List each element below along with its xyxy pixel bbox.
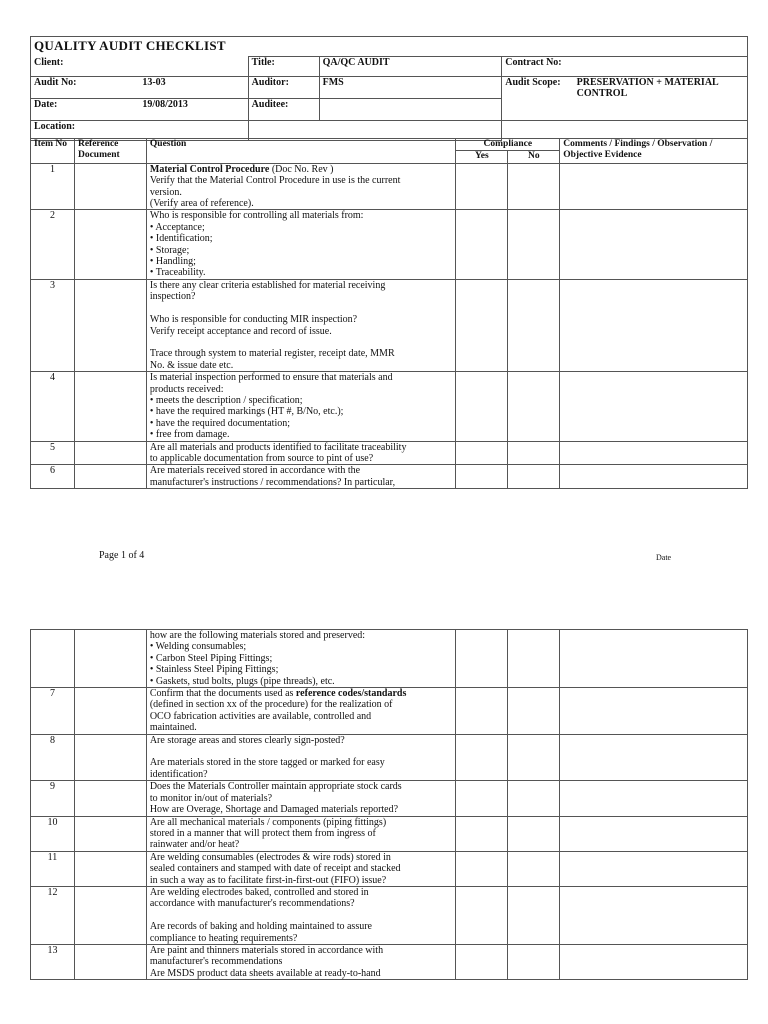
yes-cell [456,781,508,816]
contract-label: Contract No: [502,57,748,77]
question-line: • Welding consumables; [149,641,247,653]
question-line: • Carbon Steel Piping Fittings; [149,652,273,664]
question-line: No. & issue date etc. [149,359,234,371]
col-comments: Comments / Findings / Observation / Objective Evidence [560,139,748,164]
question-text [146,734,456,781]
comments-cell [560,630,748,688]
comments-cell [560,781,748,816]
audit-scope-label: Audit Scope: [502,77,574,121]
question-line: Are welding consumables (electrodes & wire rods) stored in [149,851,391,863]
question-line: sealed containers and stamped with date of receipt and stacked [149,863,401,875]
yes-cell [456,372,508,441]
comments-cell [560,944,748,979]
item-number: 12 [31,886,75,944]
footer-date-label: Date [656,553,672,562]
ref-cell [74,441,146,465]
checklist-row [31,886,748,944]
comments-cell [560,851,748,886]
question-line: • Storage; [149,244,190,256]
date-value: 19/08/2013 [139,99,248,121]
question-text [146,279,455,371]
question-line: Material Control Procedure (Doc No. Rev ) [149,163,334,175]
checklist-table-page-2 [30,629,748,980]
question-line [150,303,452,314]
question-line: • meets the description / specification; [149,394,303,406]
item-number: 9 [31,781,75,816]
item-number: 13 [31,944,75,979]
no-cell [508,279,560,371]
ref-cell [74,372,146,441]
checklist-table-page-1 [30,138,748,489]
question-line: Who is responsible for conducting MIR inspection? [149,314,358,326]
question-text [146,630,456,688]
question-line: to monitor in/out of materials? [149,792,273,804]
ref-cell [74,630,146,688]
question-line: Are materials stored in the store tagged or marked for easy [149,757,385,769]
checklist-row [31,279,748,371]
comments-cell [560,886,748,944]
comments-cell [560,688,748,735]
question-line: • Stainless Steel Piping Fittings; [149,664,279,676]
question-line: Are records of baking and holding maintained to assure [149,921,372,933]
yes-cell [456,279,508,371]
comments-cell [560,163,748,210]
checklist-row [31,734,748,781]
no-cell [508,886,560,944]
item-number: 1 [31,163,75,210]
page-number: Page 1 of 4 [99,550,145,561]
question-text [146,441,455,465]
checklist-row [31,465,748,489]
col-reference-document: Reference Document [74,139,146,164]
question-line: Who is responsible for controlling all materials from: [149,210,364,222]
question-line: Are all mechanical materials / components (piping fittings) [149,816,387,828]
yes-cell [456,688,508,735]
question-line: version. [149,186,182,198]
no-cell [508,630,560,688]
no-cell [508,851,560,886]
ref-cell [74,944,146,979]
question-line: Confirm that the documents used as reference codes/standards [149,688,407,700]
no-cell [508,210,560,279]
ref-cell [74,163,146,210]
ref-cell [74,851,146,886]
title-label: Title: [248,57,319,77]
yes-cell [456,441,508,465]
question-line: (defined in section xx of the procedure) for the realization of [149,699,393,711]
question-line: • Handling; [149,256,196,268]
ref-cell [74,734,146,781]
checklist-row [31,163,748,210]
question-line: maintained. [149,722,197,734]
question-line: • have the required markings (HT #, B/No, etc.); [149,406,344,418]
yes-cell [456,210,508,279]
yes-cell [456,851,508,886]
item-number: 8 [31,734,75,781]
auditee-label: Auditee: [248,99,319,121]
question-line: Verify that the Material Control Procedure in use is the current [149,175,401,187]
question-line [150,910,453,921]
yes-cell [456,886,508,944]
question-text [146,816,456,851]
col-yes: Yes [456,151,508,163]
question-text [146,688,456,735]
no-cell [508,944,560,979]
question-text [146,465,455,489]
ref-cell [74,465,146,489]
checklist-row [31,851,748,886]
audit-scope-value: PRESERVATION + MATERIAL CONTROL [574,77,748,121]
item-number: 3 [31,279,75,371]
checklist-row [31,781,748,816]
title-value: QA/QC AUDIT [319,57,502,77]
checklist-row [31,372,748,441]
question-text [146,781,456,816]
question-line: how are the following materials stored and preserved: [149,630,366,641]
question-line: Are welding electrodes baked, controlled and stored in [149,886,369,898]
question-line: in such a way as to facilitate first-in-first-out (FIFO) issue? [149,874,387,886]
page-title: QUALITY AUDIT CHECKLIST [34,38,226,53]
question-text [146,886,456,944]
col-question: Question [146,139,455,164]
item-number: 7 [31,688,75,735]
comments-cell [560,816,748,851]
no-cell [508,163,560,210]
question-line: • Traceability. [149,267,206,279]
no-cell [508,734,560,781]
item-number: 2 [31,210,75,279]
question-text [146,163,455,210]
question-line: to applicable documentation from source to pint of use? [149,452,374,464]
question-line: identification? [149,768,208,780]
no-cell [508,781,560,816]
question-text [146,851,456,886]
question-line: inspection? [149,291,196,303]
audit-no-label: Audit No: [31,77,140,99]
question-line: Is there any clear criteria established for material receiving [149,279,386,291]
question-line: Are MSDS product data sheets available at ready-to-hand [149,967,381,979]
checklist-row [31,688,748,735]
question-line: manufacturer's recommendations [149,956,283,968]
comments-cell [560,210,748,279]
comments-cell [560,279,748,371]
question-line: compliance to heating requirements? [149,932,298,944]
question-line [150,746,453,757]
col-no: No [508,151,560,163]
question-text [146,372,455,441]
comments-cell [560,441,748,465]
no-cell [508,465,560,489]
question-text [146,944,456,979]
checklist-row [31,441,748,465]
item-number: 11 [31,851,75,886]
checklist-row [31,816,748,851]
yes-cell [456,465,508,489]
no-cell [508,688,560,735]
ref-cell [74,886,146,944]
auditee-value [319,99,502,121]
date-label: Date: [31,99,140,121]
question-line: • Gaskets, stud bolts, plugs (pipe threads), etc. [149,675,335,687]
question-line: Trace through system to material register, receipt date, MMR [149,348,395,360]
yes-cell [456,163,508,210]
ref-cell [74,210,146,279]
question-line: • free from damage. [149,429,230,441]
auditor-value: FMS [319,77,502,99]
question-line: Verify receipt acceptance and record of issue. [149,325,332,337]
question-line: Does the Materials Controller maintain appropriate stock cards [149,781,402,793]
item-number: 10 [31,816,75,851]
question-text [146,210,455,279]
yes-cell [456,816,508,851]
auditor-label: Auditor: [248,77,319,99]
question-line: • have the required documentation; [149,417,291,429]
comments-cell [560,372,748,441]
question-line: Are storage areas and stores clearly sign-posted? [149,734,345,746]
question-line: (Verify area of reference). [149,198,254,210]
question-line: OCO fabrication activities are available, controlled and [149,710,372,722]
item-number: 5 [31,441,75,465]
col-compliance: Compliance [456,139,560,151]
item-number [31,630,75,688]
location-label: Location: [31,121,249,141]
ref-cell [74,816,146,851]
question-line: Are all materials and products identified to facilitate traceability [149,441,407,453]
question-line: Is material inspection performed to ensure that materials and [149,372,393,384]
no-cell [508,816,560,851]
yes-cell [456,944,508,979]
checklist-row [31,630,748,688]
audit-no-value: 13-03 [139,77,248,99]
checklist-row [31,210,748,279]
question-line: How are Overage, Shortage and Damaged materials reported? [149,804,399,816]
col-item-no: Item No [31,139,75,164]
question-line: • Identification; [149,233,213,245]
question-line [150,337,452,348]
item-number: 4 [31,372,75,441]
ref-cell [74,688,146,735]
checklist-row [31,944,748,979]
question-line: stored in a manner that will protect them from ingress of [149,827,376,839]
question-line: Are materials received stored in accordance with the [149,465,361,477]
question-line: products received: [149,383,224,395]
item-number: 6 [31,465,75,489]
client-label: Client: [31,57,249,77]
ref-cell [74,279,146,371]
question-line: Are paint and thinners materials stored in accordance with [149,944,384,956]
no-cell [508,441,560,465]
yes-cell [456,734,508,781]
question-line: accordance with manufacturer's recommendations? [149,898,355,910]
question-line: • Acceptance; [149,221,205,233]
question-line: manufacturer's instructions / recommendations? In particular, [149,476,396,488]
no-cell [508,372,560,441]
audit-header-table [30,36,748,141]
ref-cell [74,781,146,816]
comments-cell [560,734,748,781]
yes-cell [456,630,508,688]
question-line: rainwater and/or heat? [149,839,240,851]
comments-cell [560,465,748,489]
